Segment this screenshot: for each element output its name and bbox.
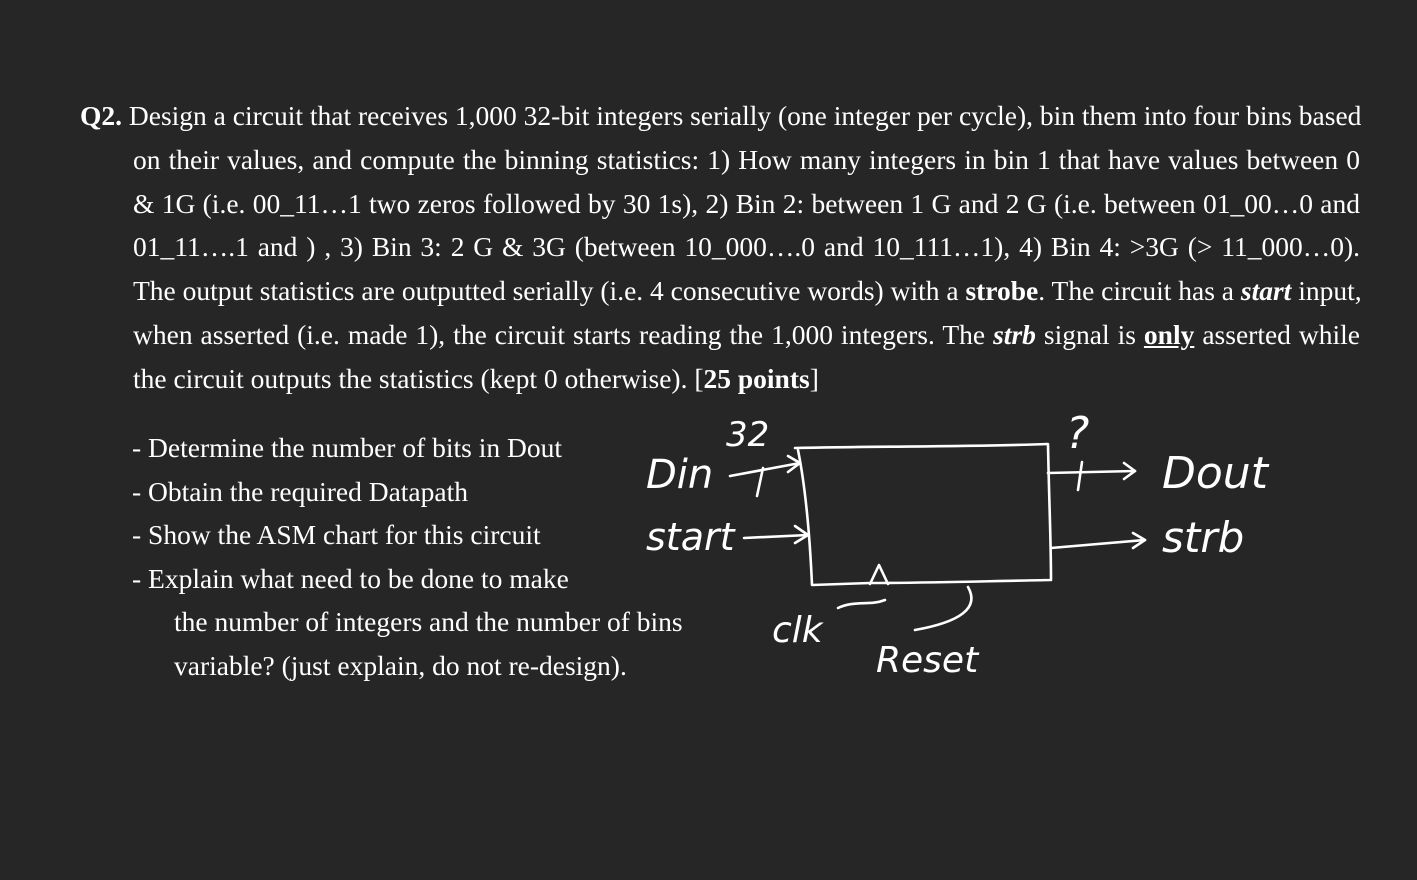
question-line: Q2. Design a circuit that receives 1,000 32-bit integers serially (one integer per cycle), bin them into four bins based <box>80 100 1362 131</box>
question-line: & 1G (i.e. 00_11…1 two zeros followed by 30 1s), 2) Bin 2: between 1 G and 2 G (i.e. between 01_00…0 and <box>133 187 1360 219</box>
question-line: when asserted (i.e. made 1), the circuit starts reading the 1,000 integers. The strb signal is only asserted while <box>133 318 1361 350</box>
start-term: start <box>1240 275 1292 307</box>
question-line: on their values, and compute the binning statistics: 1) How many integers in bin 1 that have values between 0 <box>133 143 1360 175</box>
din-width-label: 32 <box>726 415 770 455</box>
start-label: start <box>646 515 735 559</box>
dout-arrow <box>1048 471 1135 473</box>
start-arrow <box>744 535 808 538</box>
din-label: Din <box>646 452 714 498</box>
clk-wire <box>838 600 885 608</box>
strobe-term: strobe <box>965 275 1039 307</box>
question-label: Q2. <box>80 100 123 131</box>
points-value: 25 points <box>703 362 810 394</box>
question-text <box>80 94 1360 401</box>
circuit-block-sketch <box>630 390 1280 690</box>
task-item: - Show the ASM chart for this circuit <box>132 519 541 551</box>
task-item: - Explain what need to be done to make <box>132 562 569 594</box>
task-item-continuation: variable? (just explain, do not re-design). <box>174 649 627 681</box>
question-line: the circuit outputs the statistics (kept 0 otherwise). [25 points] <box>133 362 819 394</box>
dout-label: Dout <box>1162 448 1268 499</box>
question-line: 01_11….1 and ) , 3) Bin 3: 2 G & 3G (between 10_000….0 and 10_111…1), 4) Bin 4: >3G (> 11_000…0). <box>133 231 1360 263</box>
clock-triangle <box>870 565 888 584</box>
question-line: The output statistics are outputted serially (i.e. 4 consecutive words) with a strobe. The circuit has a start input, <box>133 275 1362 307</box>
dout-bus-slash <box>1078 462 1082 490</box>
only-term: only <box>1143 318 1195 350</box>
circuit-box <box>795 444 1051 585</box>
task-list <box>132 426 683 688</box>
reset-label: Reset <box>876 640 979 681</box>
task-item-continuation: the number of integers and the number of bins <box>174 606 683 638</box>
task-item: - Obtain the required Datapath <box>132 475 468 507</box>
din-bus-slash <box>757 468 763 496</box>
clk-label: clk <box>772 610 823 651</box>
strb-label: strb <box>1162 513 1245 562</box>
reset-wire <box>915 587 971 630</box>
strb-term: strb <box>993 318 1036 350</box>
dout-width-label: ? <box>1066 408 1090 459</box>
strb-arrow <box>1051 540 1145 548</box>
task-item: - Determine the number of bits in Dout <box>132 432 562 463</box>
